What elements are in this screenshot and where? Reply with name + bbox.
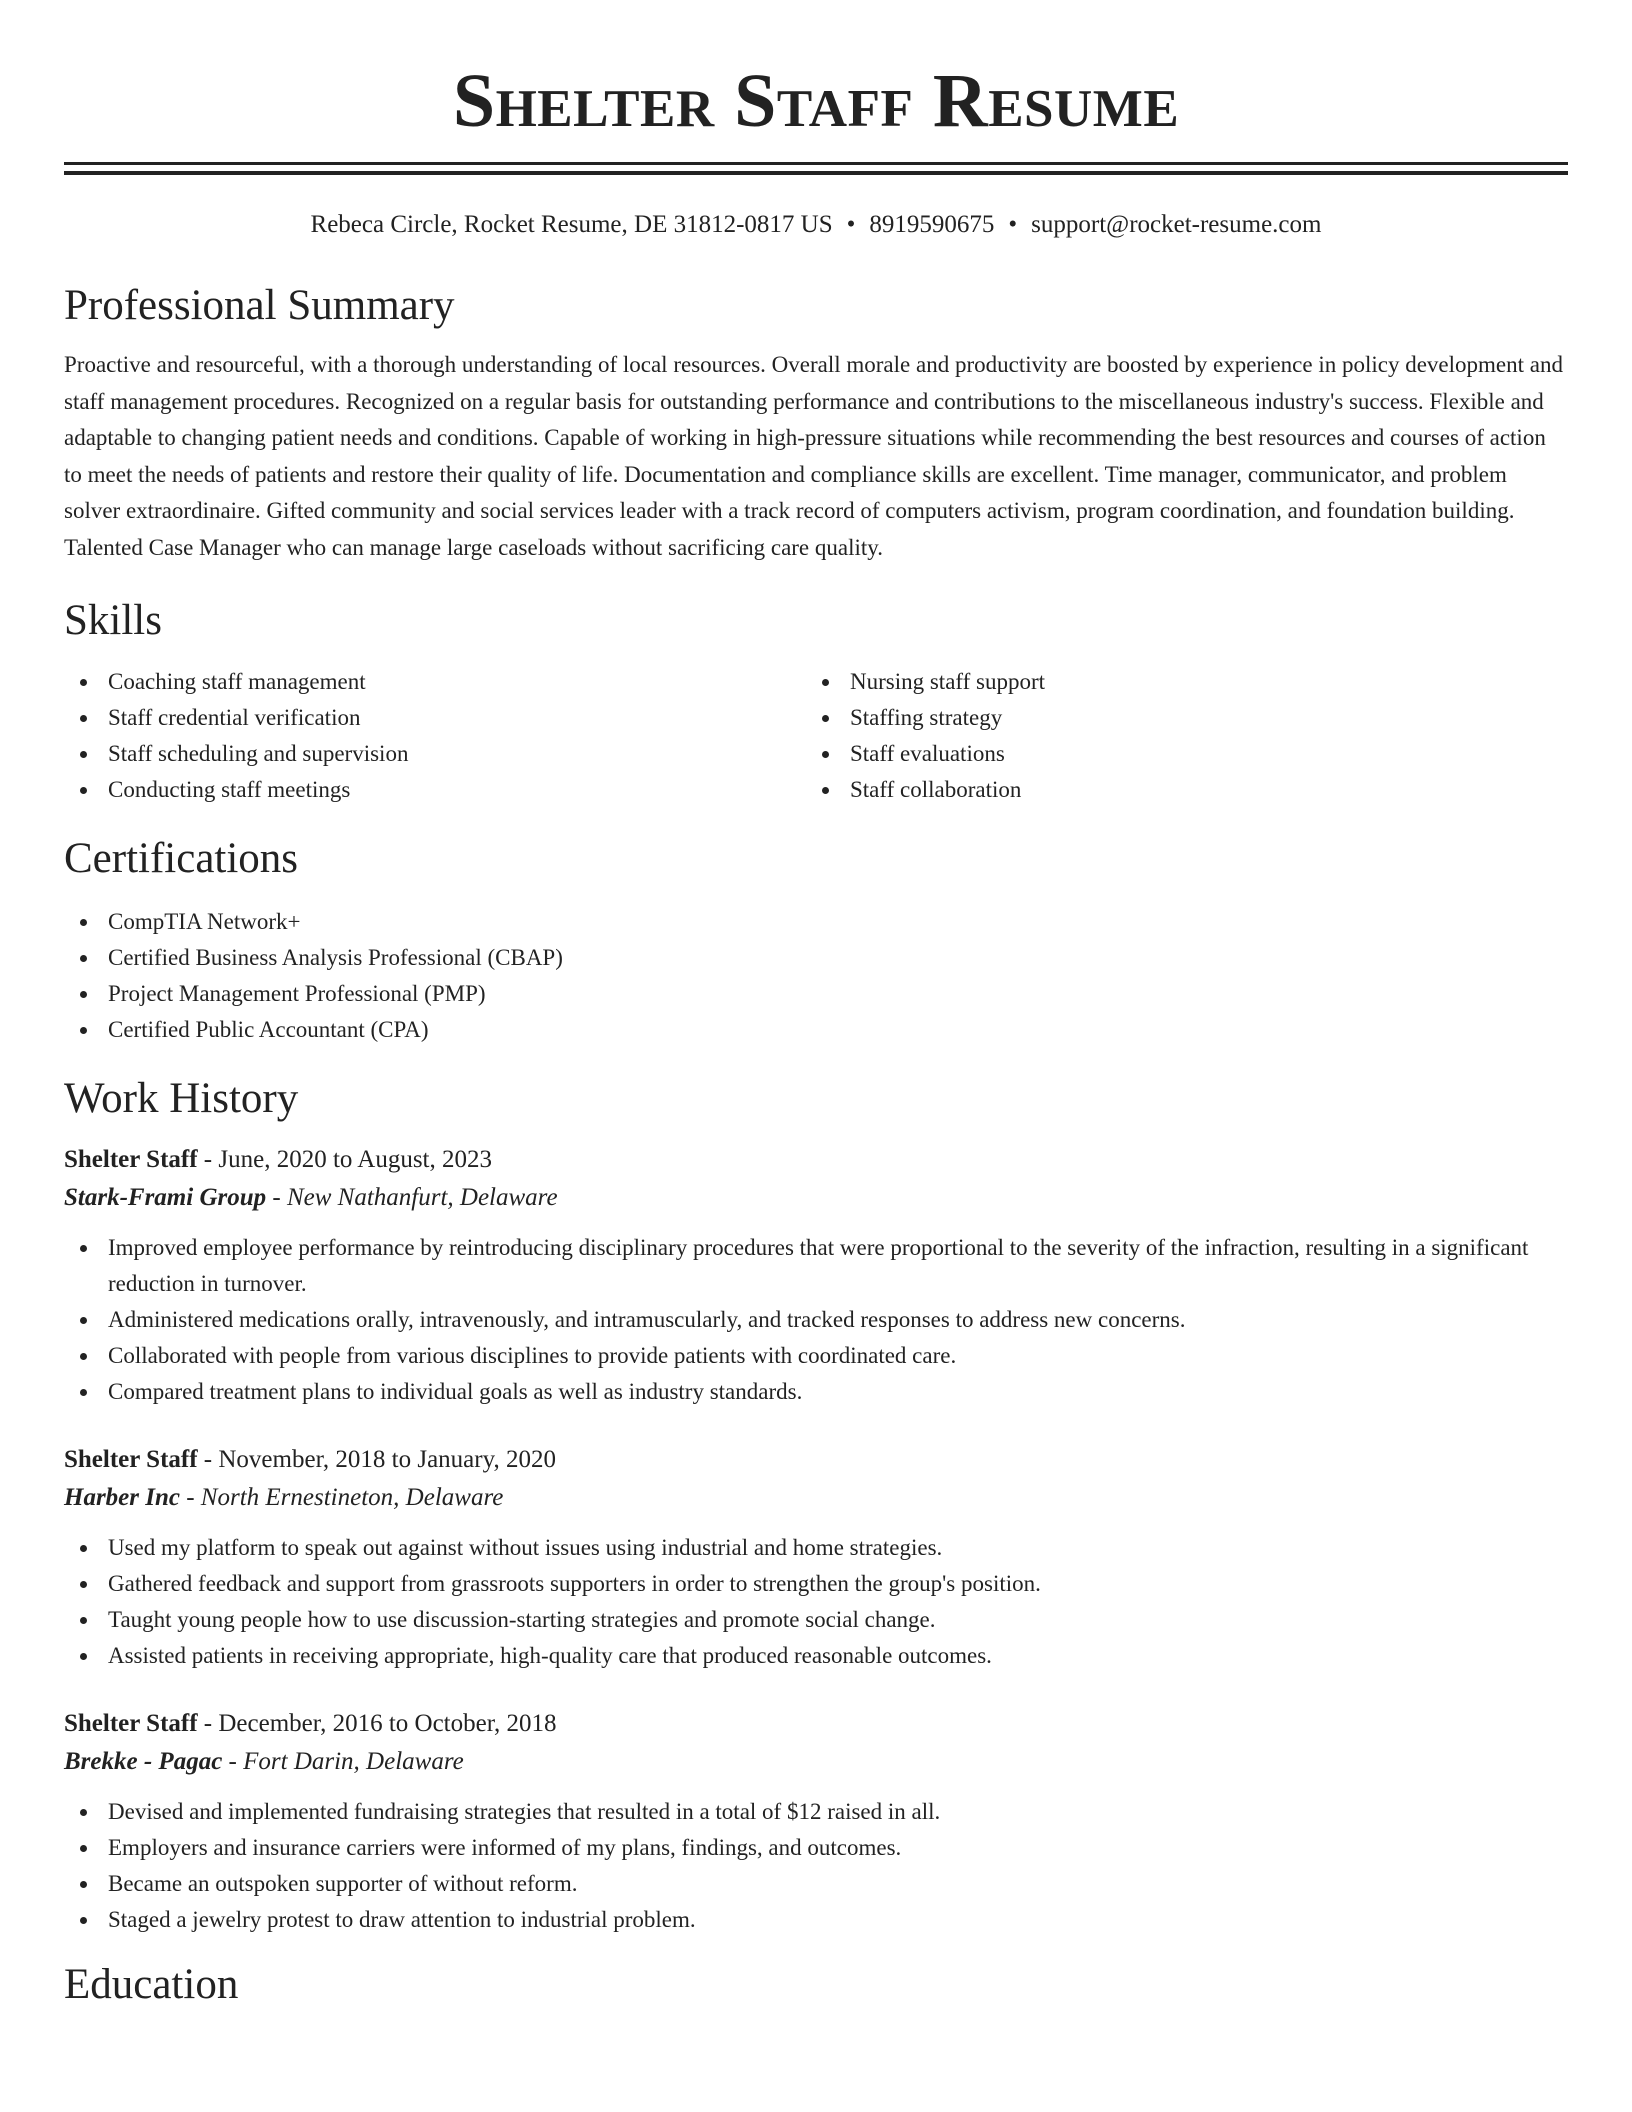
contact-phone: 8919590675 (869, 211, 995, 238)
job-company: Harber Inc (64, 1484, 180, 1511)
certification-item: CompTIA Network+ (64, 904, 1568, 940)
job-duty-item: Taught young people how to use discussion-starting strategies and promote social change. (64, 1602, 1568, 1638)
skills-grid (64, 664, 1568, 808)
job-company: Stark-Frami Group (64, 1184, 267, 1211)
section-heading-skills: Skills (64, 597, 162, 644)
section-heading-work-history: Work History (64, 1075, 299, 1122)
job-duty-item: Staged a jewelry protest to draw attention to industrial problem. (64, 1902, 1568, 1938)
contact-separator: • (846, 211, 856, 238)
summary-text: Proactive and resourceful, with a thorough understanding of local resources. Overall morale and productivity are boosted by experience in policy development and staff management procedures. Recognized on a regular basis for outstanding performance and contributions to the miscellaneous industry's success. Flexible and adaptable to changing patient needs and conditions. Capable of working in high-pressure situations while recommending the best resources and courses of action to meet the needs of patients and restore their quality of life. Documentation and compliance skills are excellent. Time manager, communicator, and problem solver extraordinaire. Gifted community and social services leader with a track record of computers activism, program coordination, and foundation building. Talented Case Manager who can manage large caseloads without sacrificing care quality. (64, 352, 1563, 560)
skill-item: Nursing staff support (806, 664, 1548, 700)
job-entry (64, 1142, 1568, 1410)
certification-item: Certified Business Analysis Professional (CBAP) (64, 940, 1568, 976)
job-title-line (64, 1706, 1568, 1742)
title-divider-thin (64, 162, 1568, 165)
job-duties-list (64, 1230, 1568, 1410)
job-title-line (64, 1142, 1568, 1178)
resume-title: Shelter Staff Resume (452, 59, 1180, 143)
resume-page (64, 0, 1568, 2010)
job-company-line (64, 1742, 1568, 1782)
skill-item: Conducting staff meetings (64, 772, 806, 808)
job-entry (64, 1442, 1568, 1674)
certification-item: Project Management Professional (PMP) (64, 976, 1568, 1012)
job-duty-item: Employers and insurance carriers were informed of my plans, findings, and outcomes. (64, 1830, 1568, 1866)
skills-list-right (806, 664, 1548, 808)
job-duty-item: Administered medications orally, intravenously, and intramuscularly, and tracked responses to address new concerns. (64, 1302, 1568, 1338)
job-title: Shelter Staff (64, 1710, 198, 1737)
job-duty-item: Collaborated with people from various disciplines to provide patients with coordinated care. (64, 1338, 1568, 1374)
job-location: - Fort Darin, Delaware (222, 1748, 464, 1775)
contact-line (64, 209, 1568, 241)
job-duty-item: Assisted patients in receiving appropriate, high-quality care that produced reasonable outcomes. (64, 1638, 1568, 1674)
job-duties-list (64, 1530, 1568, 1674)
section-heading-education: Education (64, 1961, 239, 2008)
job-duty-item: Gathered feedback and support from grassroots supporters in order to strengthen the group's position. (64, 1566, 1568, 1602)
job-duty-item: Improved employee performance by reintroducing disciplinary procedures that were proportional to the severity of the infraction, resulting in a significant reduction in turnover. (64, 1230, 1568, 1302)
certification-item: Certified Public Accountant (CPA) (64, 1012, 1568, 1048)
job-location: - New Nathanfurt, Delaware (266, 1184, 558, 1211)
skills-list-left (64, 664, 806, 808)
job-duties-list (64, 1794, 1568, 1938)
job-title: Shelter Staff (64, 1146, 198, 1173)
skill-item: Staff collaboration (806, 772, 1548, 808)
job-duty-item: Compared treatment plans to individual goals as well as industry standards. (64, 1374, 1568, 1410)
contact-email: support@rocket-resume.com (1031, 211, 1322, 238)
job-duty-item: Used my platform to speak out against without issues using industrial and home strategies. (64, 1530, 1568, 1566)
job-company: Brekke - Pagac (64, 1748, 223, 1775)
job-dates: - November, 2018 to January, 2020 (197, 1446, 556, 1473)
title-divider-thick (64, 171, 1568, 175)
certifications-list (64, 904, 1568, 1048)
job-company-line (64, 1478, 1568, 1518)
section-heading-certifications: Certifications (64, 835, 299, 882)
section-heading-summary: Professional Summary (64, 282, 455, 329)
job-dates: - June, 2020 to August, 2023 (197, 1146, 492, 1173)
contact-separator: • (1008, 211, 1018, 238)
skill-item: Coaching staff management (64, 664, 806, 700)
job-entry (64, 1706, 1568, 1938)
skill-item: Staffing strategy (806, 700, 1548, 736)
skill-item: Staff credential verification (64, 700, 806, 736)
skill-item: Staff scheduling and supervision (64, 736, 806, 772)
job-duty-item: Devised and implemented fundraising strategies that resulted in a total of $12 raised in all. (64, 1794, 1568, 1830)
job-duty-item: Became an outspoken supporter of without reform. (64, 1866, 1568, 1902)
skill-item: Staff evaluations (806, 736, 1548, 772)
contact-address: Rebeca Circle, Rocket Resume, DE 31812-0817 US (310, 211, 833, 238)
job-title: Shelter Staff (64, 1446, 198, 1473)
job-title-line (64, 1442, 1568, 1478)
job-company-line (64, 1178, 1568, 1218)
job-dates: - December, 2016 to October, 2018 (197, 1710, 557, 1737)
job-location: - North Ernestineton, Delaware (179, 1484, 504, 1511)
